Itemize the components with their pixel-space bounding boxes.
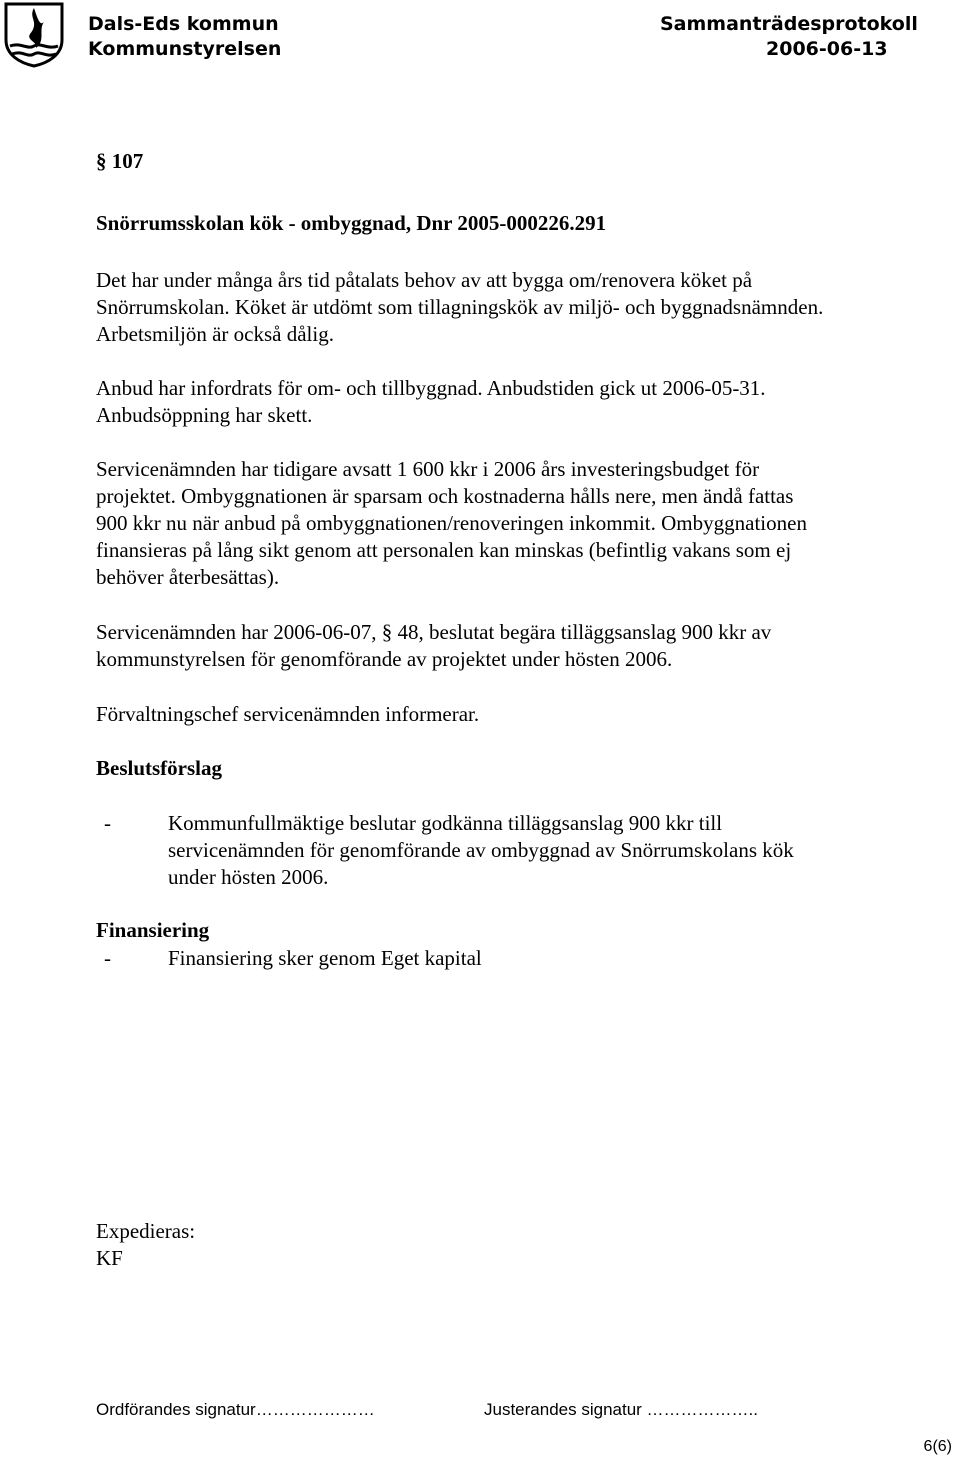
header-date: 2006-06-13 (766, 38, 888, 60)
dispatch-recipient: KF (96, 1246, 123, 1270)
municipality-coat-of-arms-logo (0, 0, 68, 68)
paragraph-information: Förvaltningschef servicenämnden informerar. (96, 702, 480, 726)
adjuster-signature: Justerandes signatur ……………….. (484, 1400, 758, 1419)
paragraph-decision: Servicenämnden har 2006-06-07, § 48, beslutat begära tilläggsanslag 900 kkr av kommunstyrelsen för genomförande av projektet under hösten 2006. (96, 620, 772, 671)
paragraph-budget: Servicenämnden har tidigare avsatt 1 600 kkr i 2006 års investeringsbudget för projektet. Ombyggnationen är sparsam och kostnaderna hålls nere, men ändå fattas 900 kkr nu när anbud på ombyggnationen/renoveringen inkommit. Ombyggnationen finansieras på lång sikt genom att personalen kan minskas (befintlig vakans som ej behöver återbesättas). (96, 457, 807, 589)
dispatch-label: Expedieras: (96, 1219, 196, 1243)
header-org: Dals-Eds kommun (88, 13, 279, 35)
header-body: Kommunstyrelsen (88, 38, 282, 60)
financing-item-text: Finansiering sker genom Eget kapital (168, 946, 482, 970)
header-doc-type: Sammanträdesprotokoll (660, 13, 918, 35)
proposal-item-text: Kommunfullmäktige beslutar godkänna tilläggsanslag 900 kkr till servicenämnden för genomförande av ombyggnad av Snörrumskolans kök under hösten 2006. (168, 811, 794, 889)
page-number: 6(6) (923, 1438, 952, 1455)
chair-signature: Ordförandes signatur………………… (96, 1400, 375, 1419)
section-number: § 107 (96, 149, 144, 173)
paragraph-tender: Anbud har infordrats för om- och tillbyggnad. Anbudstiden gick ut 2006-05-31. Anbudsöppning har skett. (96, 376, 766, 427)
list-dash: - (104, 946, 111, 970)
financing-heading: Finansiering (96, 918, 210, 942)
proposal-heading: Beslutsförslag (96, 756, 222, 780)
list-dash: - (104, 811, 111, 835)
paragraph-background: Det har under många års tid påtalats behov av att bygga om/renovera köket på Snörrumskolan. Köket är utdömt som tillagningskök av miljö- och byggnadsnämnden. Arbetsmiljön är också dålig. (96, 268, 824, 346)
section-title: Snörrumsskolan kök - ombyggnad, Dnr 2005-000226.291 (96, 211, 607, 235)
